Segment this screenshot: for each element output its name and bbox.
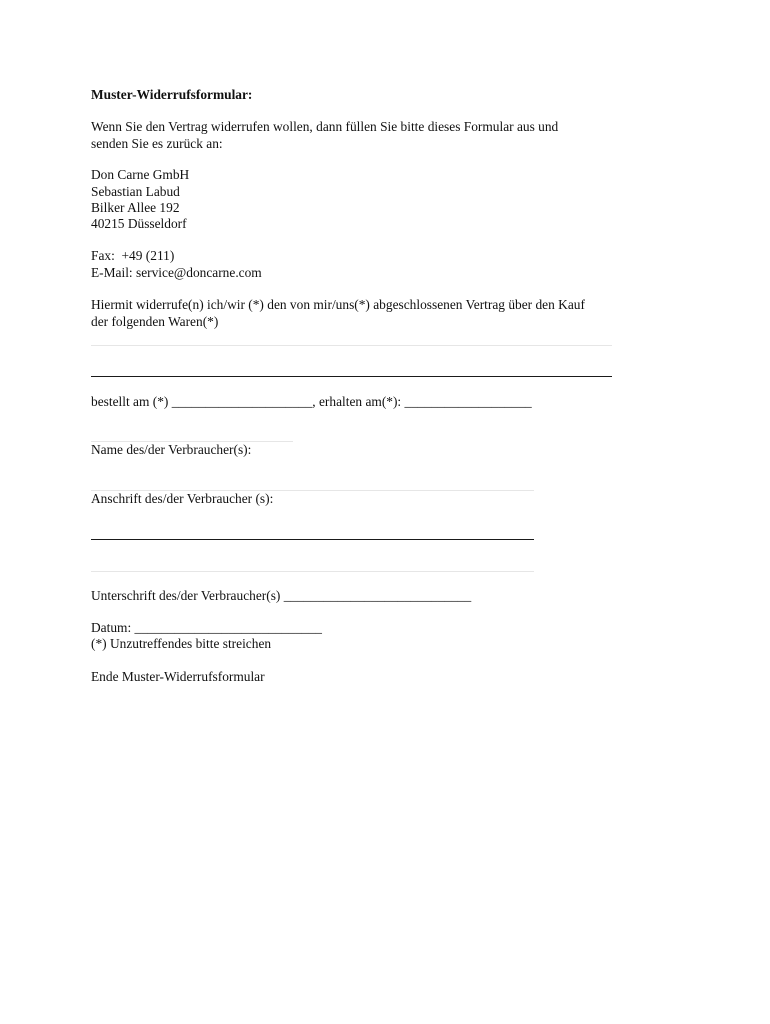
goods-line xyxy=(91,376,612,377)
signature-field: Unterschrift des/der Verbraucher(s) ____________________________ xyxy=(91,588,472,603)
address-city: 40215 Düsseldorf xyxy=(91,216,187,231)
declaration-line-1: Hiermit widerrufe(n) ich/wir (*) den von mir/uns(*) abgeschlossenen Vertrag über den Kauf xyxy=(91,297,585,312)
form-end: Ende Muster-Widerrufsformular xyxy=(91,669,265,684)
intro-line-2: senden Sie es zurück an: xyxy=(91,136,223,151)
intro-line-1: Wenn Sie den Vertrag widerrufen wollen, dann füllen Sie bitte dieses Formular aus und xyxy=(91,119,559,134)
address-person: Sebastian Labud xyxy=(91,184,180,199)
goods-line-faint xyxy=(91,345,612,346)
contact-email: E-Mail: service@doncarne.com xyxy=(91,265,262,280)
address-company: Don Carne GmbH xyxy=(91,167,190,182)
consumer-name-label: Name des/der Verbraucher(s): xyxy=(91,442,252,457)
ordered-received-field: bestellt am (*) _____________________, erhalten am(*): ___________________ xyxy=(91,394,532,409)
address-street: Bilker Allee 192 xyxy=(91,200,180,215)
address-line xyxy=(91,539,534,540)
address-line-faint xyxy=(91,571,534,572)
form-title: Muster-Widerrufsformular: xyxy=(91,87,253,102)
footnote: (*) Unzutreffendes bitte streichen xyxy=(91,636,272,651)
date-field: Datum: ____________________________ xyxy=(91,620,322,635)
consumer-address-label: Anschrift des/der Verbraucher (s): xyxy=(91,491,274,506)
declaration-line-2: der folgenden Waren(*) xyxy=(91,314,219,329)
contact-fax: Fax: +49 (211) xyxy=(91,248,175,263)
